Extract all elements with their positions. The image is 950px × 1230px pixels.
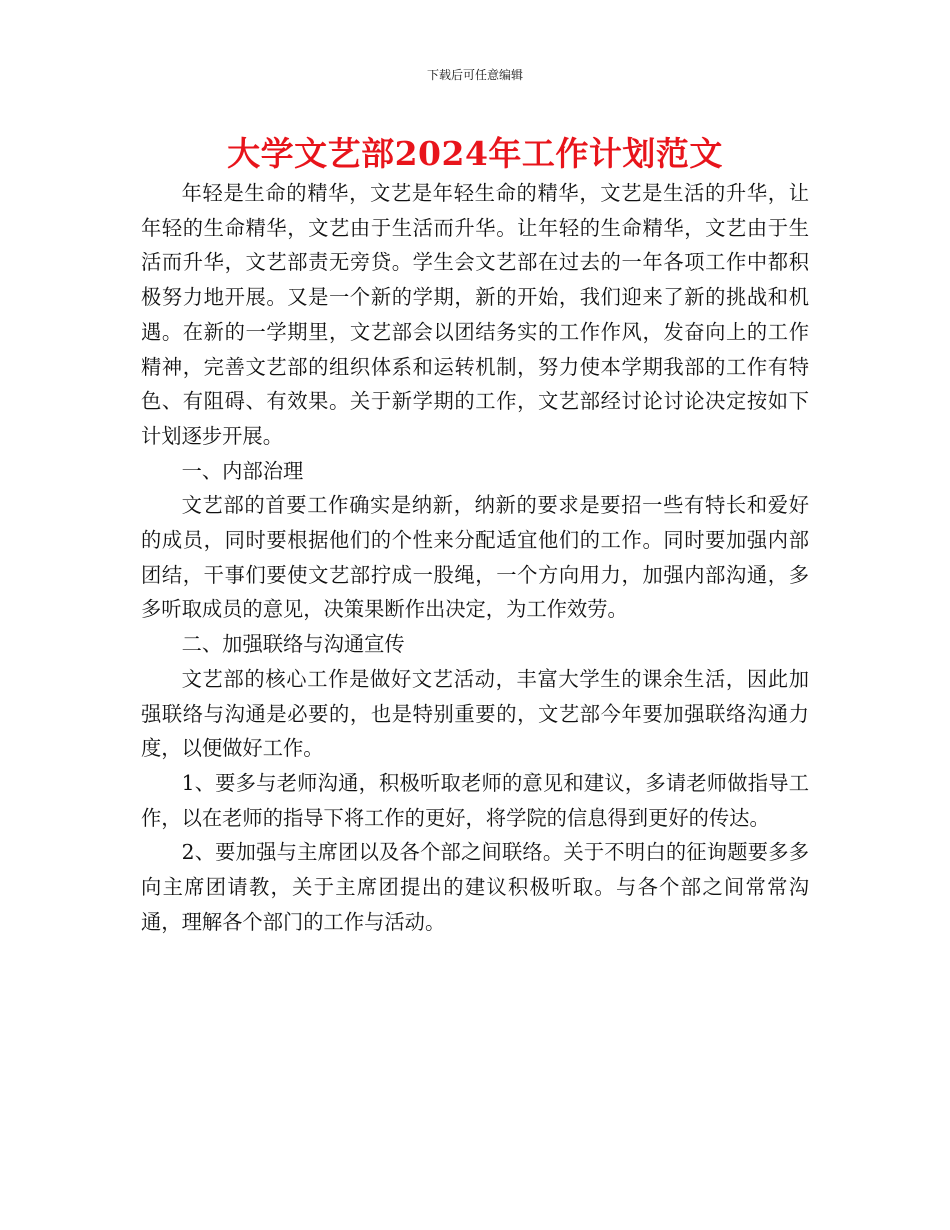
- section-heading-internal-management: 一、内部治理: [181, 458, 304, 483]
- internal-management-paragraph: 文艺部的首要工作确实是纳新，纳新的要求是要招一些有特长和爱好的成员，同时要根据他们的个性来分配适宜他们的工作。同时要加强内部团结，干事们要使文艺部拧成一股绳，一个方向用力，加强内部沟通，多多听取成员的意见，决策果断作出决定，为工作效劳。: [141, 493, 809, 622]
- intro-paragraph: 年轻是生命的精华，文艺是年轻生命的精华，文艺是生活的升华，让年轻的生命精华，文艺由于生活而升华。让年轻的生命精华，文艺由于生活而升华，文艺部责无旁贷。学生会文艺部在过去的一年各项工作中都积极努力地开展。又是一个新的学期，新的开始，我们迎来了新的挑战和机遇。在新的一学期里，文艺部会以团结务实的工作作风，发奋向上的工作精神，完善文艺部的组织体系和运转机制，努力使本学期我部的工作有特色、有阻碍、有效果。关于新学期的工作，文艺部经讨论讨论决定按如下计划逐步开展。: [141, 181, 809, 448]
- document-body: [141, 176, 809, 939]
- communication-paragraph: 文艺部的核心工作是做好文艺活动，丰富大学生的课余生活，因此加强联络与沟通是必要的，也是特别重要的，文艺部今年要加强联络沟通力度，以便做好工作。: [141, 666, 809, 761]
- list-item-presidium-liaison: 2、要加强与主席团以及各个部之间联络。关于不明白的征询题要多多向主席团请教，关于主席团提出的建议积极听取。与各个部之间常常沟通，理解各个部门的工作与活动。: [141, 840, 809, 934]
- header-note: 下载后可任意编辑: [426, 68, 523, 82]
- list-item-teacher-communication: 1、要多与老师沟通，积极听取老师的意见和建议，多请老师做指导工作，以在老师的指导下将工作的更好，将学院的信息得到更好的传达。: [141, 770, 809, 830]
- section-heading-communication: 二、加强联络与沟通宣传: [181, 632, 405, 657]
- document-title: 大学文艺部2024年工作计划范文: [227, 134, 723, 173]
